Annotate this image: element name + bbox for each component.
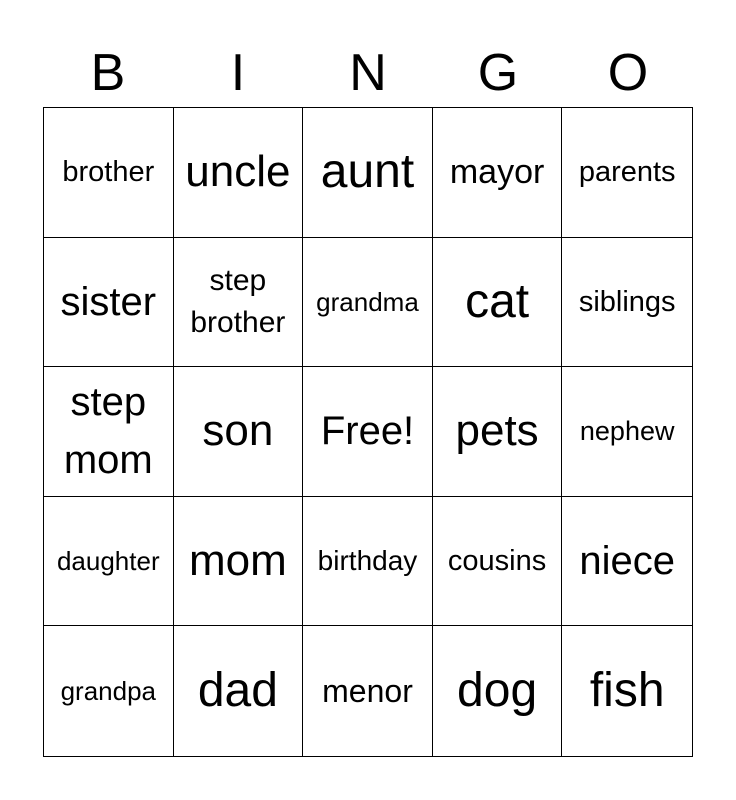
bingo-cell[interactable] bbox=[433, 367, 563, 497]
cell-label: brother bbox=[62, 156, 155, 189]
cell-label: grandpa bbox=[60, 676, 156, 707]
bingo-cell[interactable] bbox=[174, 497, 304, 627]
bingo-cell[interactable] bbox=[174, 626, 304, 756]
cell-label: pets bbox=[455, 406, 539, 456]
bingo-cell[interactable] bbox=[562, 108, 692, 238]
header-letter-b: B bbox=[90, 44, 126, 102]
bingo-board bbox=[43, 107, 693, 757]
bingo-cell[interactable] bbox=[562, 367, 692, 497]
cell-label: uncle bbox=[185, 147, 291, 197]
bingo-cell[interactable] bbox=[44, 367, 174, 497]
cell-label: mom bbox=[189, 536, 287, 586]
cell-label: cousins bbox=[447, 545, 547, 578]
header-letter-o: O bbox=[607, 44, 649, 102]
bingo-cell[interactable] bbox=[174, 238, 304, 368]
cell-label: cat bbox=[465, 274, 530, 328]
cell-label: grandma bbox=[316, 286, 419, 317]
bingo-cell[interactable] bbox=[562, 626, 692, 756]
bingo-cell[interactable] bbox=[174, 367, 304, 497]
cell-label: aunt bbox=[320, 145, 415, 199]
bingo-cell[interactable] bbox=[433, 497, 563, 627]
cell-label: menor bbox=[322, 673, 413, 710]
bingo-cell[interactable] bbox=[303, 497, 433, 627]
bingo-cell[interactable] bbox=[433, 108, 563, 238]
bingo-cell[interactable] bbox=[303, 367, 433, 497]
cell-label: step mom bbox=[63, 380, 153, 483]
header-letter-i: I bbox=[230, 44, 246, 102]
cell-label: dad bbox=[197, 664, 278, 718]
cell-label: fish bbox=[589, 664, 665, 718]
cell-label: birthday bbox=[317, 545, 418, 577]
cell-label: parents bbox=[578, 156, 676, 189]
bingo-cell[interactable] bbox=[433, 238, 563, 368]
cell-label: sister bbox=[60, 279, 157, 324]
cell-label: son bbox=[202, 406, 274, 456]
bingo-cell[interactable] bbox=[44, 108, 174, 238]
header-letter-g: G bbox=[477, 44, 519, 102]
bingo-cell[interactable] bbox=[303, 108, 433, 238]
cell-label: nephew bbox=[579, 416, 675, 447]
bingo-cell[interactable] bbox=[433, 626, 563, 756]
bingo-cell[interactable] bbox=[44, 238, 174, 368]
cell-label: niece bbox=[579, 539, 675, 584]
bingo-cell[interactable] bbox=[562, 497, 692, 627]
cell-label: step brother bbox=[190, 263, 286, 339]
cell-label: daughter bbox=[56, 546, 160, 577]
bingo-cell[interactable] bbox=[44, 497, 174, 627]
header-letter-n: N bbox=[349, 44, 387, 102]
cell-label: dog bbox=[457, 664, 538, 718]
bingo-cell[interactable] bbox=[44, 626, 174, 756]
bingo-cell[interactable] bbox=[174, 108, 304, 238]
cell-label: mayor bbox=[449, 153, 545, 192]
bingo-cell[interactable] bbox=[562, 238, 692, 368]
bingo-header bbox=[43, 38, 693, 108]
cell-label: Free! bbox=[320, 409, 415, 454]
bingo-cell[interactable] bbox=[303, 238, 433, 368]
cell-label: siblings bbox=[578, 285, 676, 318]
bingo-cell[interactable] bbox=[303, 626, 433, 756]
